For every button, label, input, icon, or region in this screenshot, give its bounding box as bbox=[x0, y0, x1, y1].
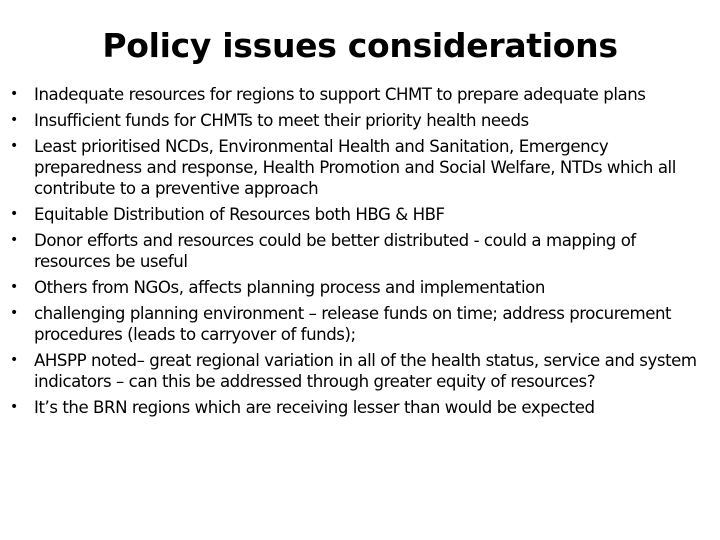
bullet-icon: • bbox=[10, 279, 18, 296]
bullet-icon: • bbox=[10, 231, 18, 248]
bullet-text: Inadequate resources for regions to support CHMT to prepare adequate plans bbox=[34, 85, 646, 104]
list-item bbox=[0, 84, 720, 105]
bullet-icon: • bbox=[10, 86, 18, 102]
list-item bbox=[0, 397, 720, 418]
bullet-icon: • bbox=[10, 206, 18, 223]
list-item bbox=[0, 110, 720, 131]
bullet-text: Equitable Distribution of Resources both HBG & HBF bbox=[34, 205, 445, 225]
bullet-icon: • bbox=[10, 399, 18, 416]
bullet-icon: • bbox=[10, 304, 18, 321]
list-item bbox=[0, 136, 720, 200]
bullet-icon: • bbox=[10, 352, 18, 369]
slide-title: Policy issues considerations bbox=[102, 26, 618, 65]
list-item bbox=[0, 277, 720, 298]
bullet-list bbox=[0, 84, 720, 423]
bullet-text: Others from NGOs, affects planning process and implementation bbox=[34, 278, 545, 298]
bullet-text: challenging planning environment – release funds on time; address procurement procedures (leads to carryover of funds); bbox=[34, 303, 672, 345]
list-item bbox=[0, 350, 720, 392]
bullet-text: Donor efforts and resources could be better distributed - could a mapping of resources be useful bbox=[34, 230, 636, 272]
bullet-text: Least prioritised NCDs, Environmental Health and Sanitation, Emergency preparedness and response, Health Promotion and Social Welfare, NTDs which all contribute to a preventive approach bbox=[34, 136, 676, 199]
bullet-text: Insufficient funds for CHMTs to meet their priority health needs bbox=[34, 110, 529, 130]
bullet-icon: • bbox=[10, 111, 18, 128]
bullet-text: AHSPP noted– great regional variation in all of the health status, service and system indicators – can this be addressed through greater equity of resources? bbox=[34, 351, 697, 392]
list-item bbox=[0, 230, 720, 272]
list-item bbox=[0, 303, 720, 345]
list-item bbox=[0, 204, 720, 225]
bullet-icon: • bbox=[10, 137, 18, 154]
bullet-text: It’s the BRN regions which are receiving lesser than would be expected bbox=[34, 398, 595, 418]
